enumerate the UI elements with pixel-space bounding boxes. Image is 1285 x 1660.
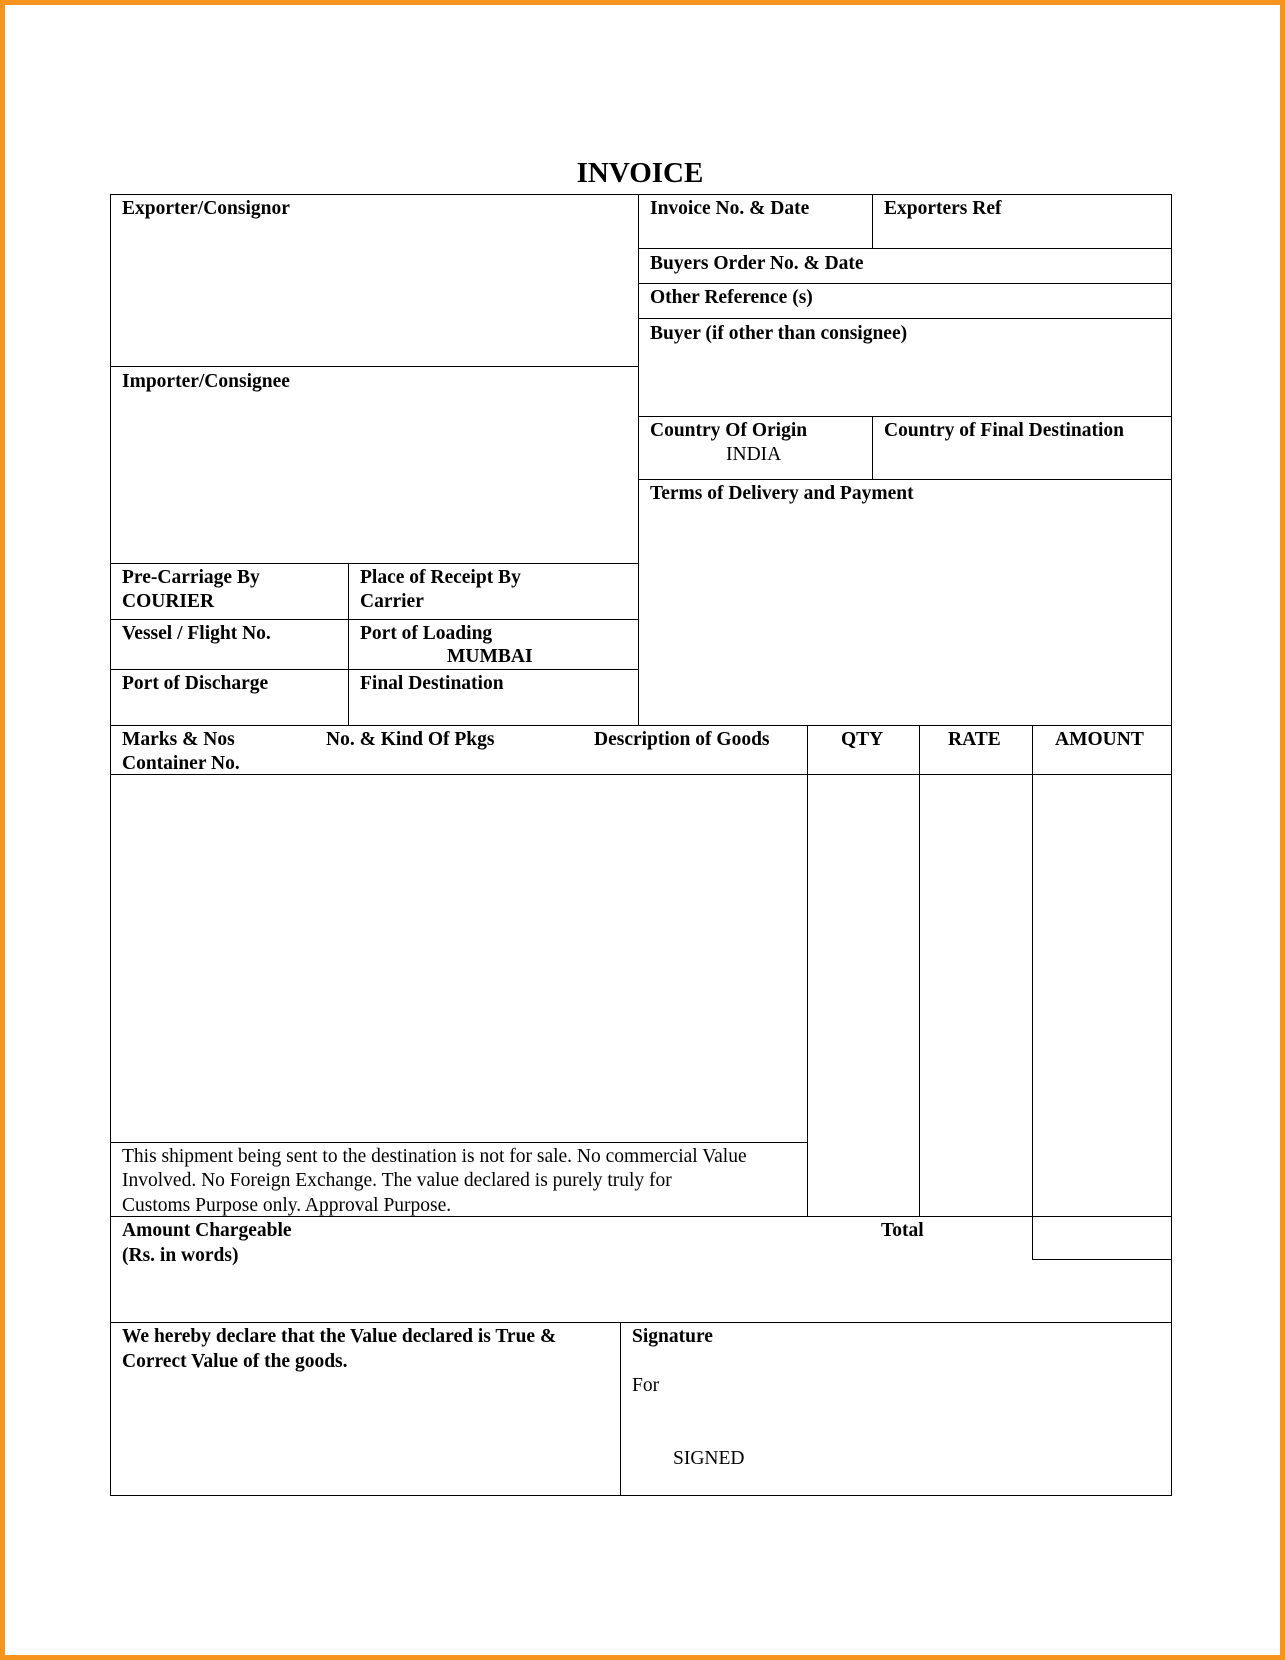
rule — [638, 416, 1172, 417]
declaration-line-1: We hereby declare that the Value declared is True & — [122, 1326, 557, 1347]
disclaimer-line-3: Customs Purpose only. Approval Purpose. — [122, 1195, 452, 1216]
pre-carriage-value: COURIER — [122, 591, 215, 612]
rule — [348, 563, 349, 725]
rule — [638, 248, 1172, 249]
description-header: Description of Goods — [594, 729, 770, 750]
disclaimer-line-1: This shipment being sent to the destination is not for sale. No commercial Value — [122, 1146, 747, 1167]
rule — [872, 416, 873, 479]
port-of-discharge-label: Port of Discharge — [122, 673, 269, 694]
container-no-header: Container No. — [122, 753, 240, 774]
qty-header: QTY — [841, 729, 884, 750]
rule — [110, 563, 638, 564]
rule — [638, 479, 1172, 480]
buyers-order-label: Buyers Order No. & Date — [650, 253, 864, 274]
rule — [807, 725, 808, 1216]
total-label: Total — [881, 1220, 924, 1241]
rule — [110, 1142, 807, 1143]
country-of-origin-value: INDIA — [726, 444, 782, 465]
final-destination-label: Final Destination — [360, 673, 504, 694]
rule — [620, 1322, 621, 1496]
rule — [638, 283, 1172, 284]
other-reference-label: Other Reference (s) — [650, 287, 813, 308]
importer-consignee-label: Importer/Consignee — [122, 371, 290, 392]
rate-header: RATE — [948, 729, 1001, 750]
exporter-consignor-label: Exporter/Consignor — [122, 198, 290, 219]
rule — [110, 366, 638, 367]
vessel-flight-label: Vessel / Flight No. — [122, 623, 271, 644]
rule — [110, 669, 638, 670]
invoice-no-date-label: Invoice No. & Date — [650, 198, 810, 219]
rule — [638, 318, 1172, 319]
rule — [638, 194, 639, 725]
rule — [110, 774, 1172, 775]
kind-of-pkgs-header: No. & Kind Of Pkgs — [326, 729, 495, 750]
rule — [110, 619, 638, 620]
for-label: For — [632, 1375, 660, 1396]
signature-label: Signature — [632, 1326, 713, 1347]
buyer-other-label: Buyer (if other than consignee) — [650, 323, 908, 344]
invoice-title: INVOICE — [576, 157, 704, 189]
country-final-destination-label: Country of Final Destination — [884, 420, 1124, 441]
port-of-loading-value: MUMBAI — [447, 646, 533, 667]
declaration-line-2: Correct Value of the goods. — [122, 1351, 348, 1372]
amount-chargeable-label: Amount Chargeable — [122, 1220, 292, 1241]
rule — [1032, 1259, 1172, 1260]
exporters-ref-label: Exporters Ref — [884, 198, 1002, 219]
amount-header: AMOUNT — [1055, 729, 1144, 750]
place-of-receipt-label: Place of Receipt By — [360, 567, 521, 588]
rule — [919, 725, 920, 1216]
rule — [1032, 725, 1033, 1259]
marks-nos-header: Marks & Nos — [122, 729, 235, 750]
port-of-loading-label: Port of Loading — [360, 623, 493, 644]
rule — [110, 725, 1172, 726]
terms-delivery-payment-label: Terms of Delivery and Payment — [650, 483, 914, 504]
place-of-receipt-value: Carrier — [360, 591, 424, 612]
disclaimer-line-2: Involved. No Foreign Exchange. The value declared is purely truly for — [122, 1170, 672, 1191]
rule — [872, 194, 873, 248]
rs-in-words-label: (Rs. in words) — [122, 1245, 239, 1266]
pre-carriage-label: Pre-Carriage By — [122, 567, 260, 588]
country-of-origin-label: Country Of Origin — [650, 420, 808, 441]
rule — [110, 1322, 1172, 1323]
signed-label: SIGNED — [673, 1448, 745, 1469]
